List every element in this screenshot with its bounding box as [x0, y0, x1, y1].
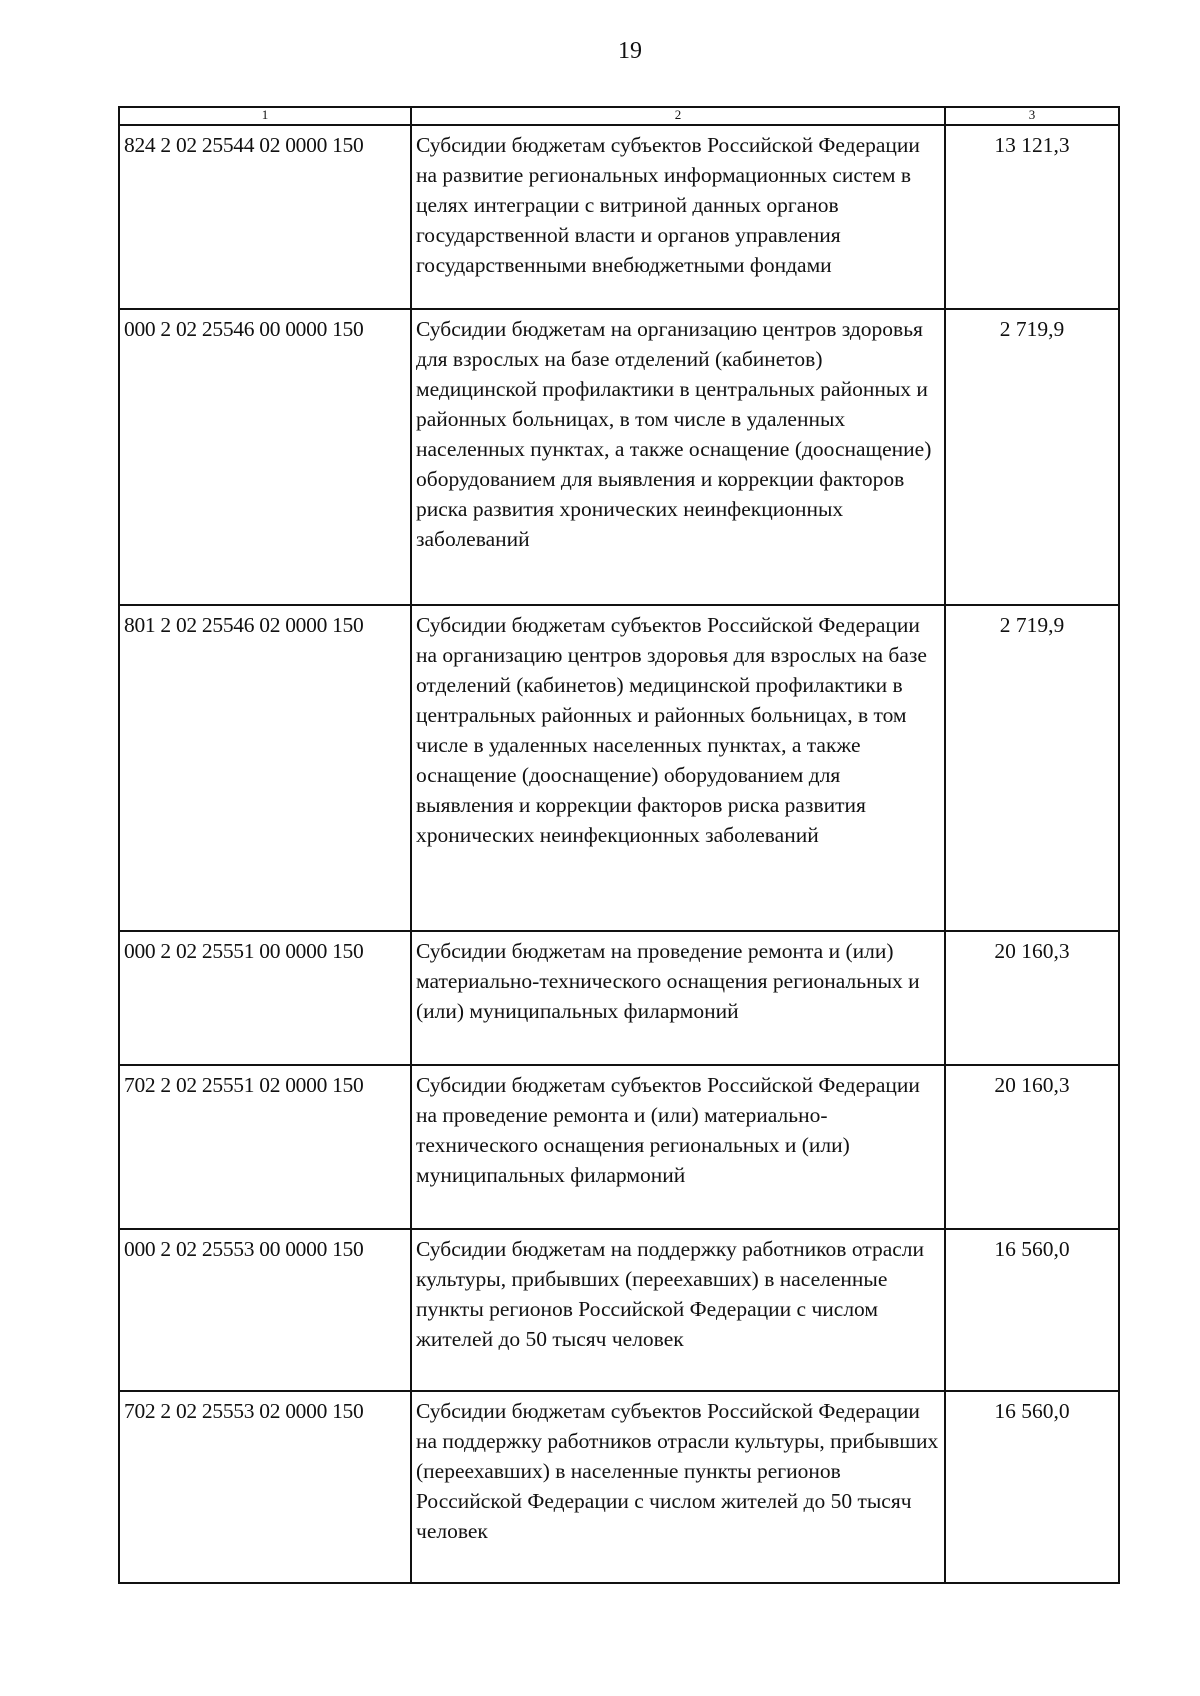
description-cell: Субсидии бюджетам субъектов Российской Федерации на проведение ремонта и (или) материально-технического оснащения региональных и (или) муниципальных филармоний	[411, 1065, 945, 1229]
table-row	[119, 605, 1119, 931]
description-cell: Субсидии бюджетам субъектов Российской Федерации на организацию центров здоровья для взрослых на базе отделений (кабинетов) медицинской профилактики в центральных районных и районных больницах, в том числе в удаленных населенных пунктах, а также оснащение (дооснащение) оборудованием для выявления и коррекции факторов риска развития хронических неинфекционных заболеваний	[411, 605, 945, 931]
table-row	[119, 125, 1119, 309]
budget-code-cell: 801 2 02 25546 02 0000 150	[119, 605, 411, 931]
amount-cell: 2 719,9	[945, 605, 1119, 931]
budget-code-cell: 000 2 02 25551 00 0000 150	[119, 931, 411, 1065]
column-header-amount: 3	[945, 107, 1119, 125]
amount-cell: 20 160,3	[945, 1065, 1119, 1229]
amount-cell: 16 560,0	[945, 1391, 1119, 1583]
budget-code-cell: 000 2 02 25553 00 0000 150	[119, 1229, 411, 1391]
description-cell: Субсидии бюджетам на поддержку работников отрасли культуры, прибывших (переехавших) в населенные пункты регионов Российской Федерации с числом жителей до 50 тысяч человек	[411, 1229, 945, 1391]
amount-cell: 2 719,9	[945, 309, 1119, 605]
column-header-name: 2	[411, 107, 945, 125]
description-cell: Субсидии бюджетам на проведение ремонта и (или) материально-технического оснащения региональных и (или) муниципальных филармоний	[411, 931, 945, 1065]
column-header-code: 1	[119, 107, 411, 125]
budget-code-cell: 702 2 02 25551 02 0000 150	[119, 1065, 411, 1229]
table-row	[119, 931, 1119, 1065]
description-cell: Субсидии бюджетам субъектов Российской Федерации на поддержку работников отрасли культуры, прибывших (переехавших) в населенные пункты регионов Российской Федерации с числом жителей до 50 тысяч человек	[411, 1391, 945, 1583]
budget-code-cell: 702 2 02 25553 02 0000 150	[119, 1391, 411, 1583]
budget-code-cell: 824 2 02 25544 02 0000 150	[119, 125, 411, 309]
table-row	[119, 309, 1119, 605]
page-number: 19	[618, 38, 642, 64]
table-header-row	[119, 107, 1119, 125]
description-cell: Субсидии бюджетам субъектов Российской Федерации на развитие региональных информационных систем в целях интеграции с витриной данных органов государственной власти и органов управления государственными внебюджетными фондами	[411, 125, 945, 309]
amount-cell: 13 121,3	[945, 125, 1119, 309]
table-row	[119, 1065, 1119, 1229]
description-cell: Субсидии бюджетам на организацию центров здоровья для взрослых на базе отделений (кабинетов) медицинской профилактики в центральных районных и районных больницах, в том числе в удаленных населенных пунктах, а также оснащение (дооснащение) оборудованием для выявления и коррекции факторов риска развития хронических неинфекционных заболеваний	[411, 309, 945, 605]
table-row	[119, 1229, 1119, 1391]
table-row	[119, 1391, 1119, 1583]
amount-cell: 20 160,3	[945, 931, 1119, 1065]
amount-cell: 16 560,0	[945, 1229, 1119, 1391]
budget-code-cell: 000 2 02 25546 00 0000 150	[119, 309, 411, 605]
budget-table	[118, 106, 1120, 1584]
